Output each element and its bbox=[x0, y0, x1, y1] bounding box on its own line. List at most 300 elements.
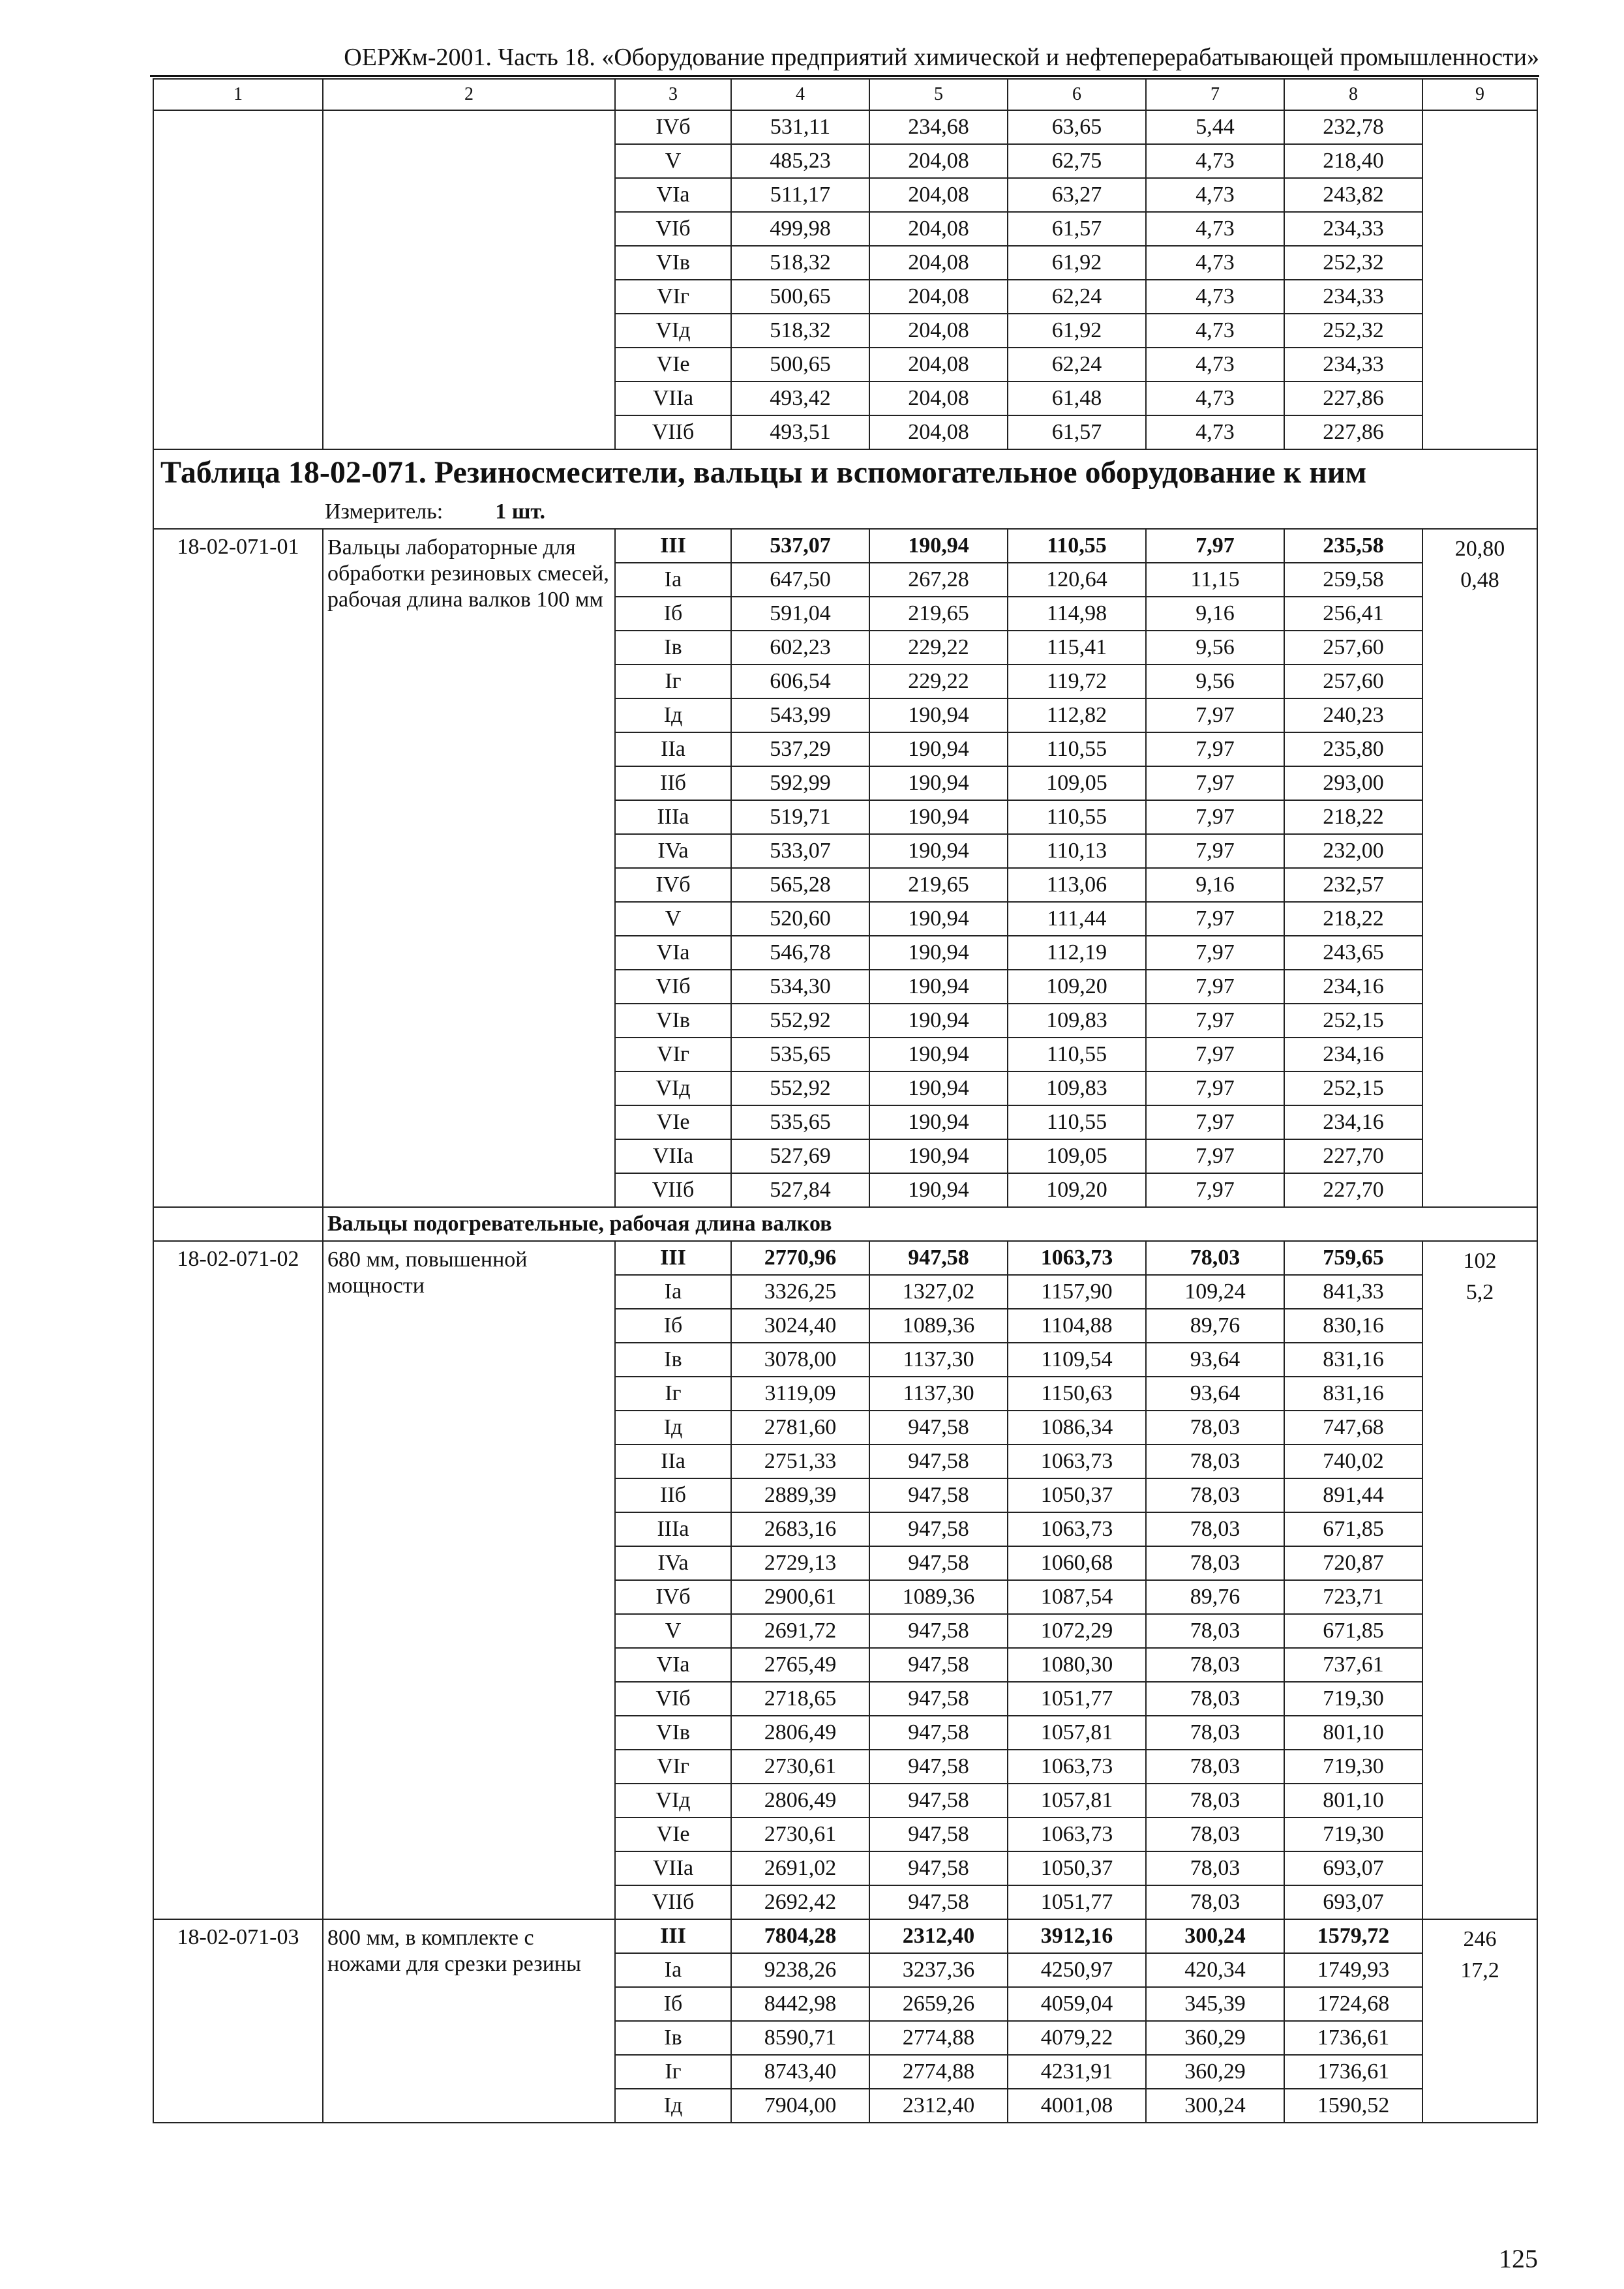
machines-cell: 111,44 bbox=[1008, 902, 1146, 936]
machine-wages-cell: 78,03 bbox=[1146, 1241, 1284, 1275]
total-cost-cell: 2730,61 bbox=[731, 1818, 869, 1851]
regime-cell: Iд bbox=[615, 2089, 731, 2123]
materials-cell: 723,71 bbox=[1284, 1580, 1422, 1614]
materials-cell: 801,10 bbox=[1284, 1784, 1422, 1818]
machine-wages-cell: 420,34 bbox=[1146, 1953, 1284, 1987]
regime-cell: VIв bbox=[615, 1004, 731, 1038]
machine-wages-cell: 93,64 bbox=[1146, 1343, 1284, 1377]
regime-cell: VIe bbox=[615, 348, 731, 382]
materials-cell: 234,33 bbox=[1284, 280, 1422, 314]
machine-wages-cell: 7,97 bbox=[1146, 1038, 1284, 1071]
regime-cell: VIд bbox=[615, 1784, 731, 1818]
wages-cell: 204,08 bbox=[869, 280, 1008, 314]
regime-cell: Ia bbox=[615, 563, 731, 597]
regime-cell: VIг bbox=[615, 1038, 731, 1071]
machine-wages-cell: 4,73 bbox=[1146, 280, 1284, 314]
materials-cell: 1736,61 bbox=[1284, 2021, 1422, 2055]
wages-cell: 234,68 bbox=[869, 110, 1008, 144]
wages-cell: 190,94 bbox=[869, 1071, 1008, 1105]
wages-cell: 947,58 bbox=[869, 1241, 1008, 1275]
machines-cell: 4059,04 bbox=[1008, 1987, 1146, 2021]
total-cost-cell: 500,65 bbox=[731, 348, 869, 382]
total-cost-cell: 647,50 bbox=[731, 563, 869, 597]
machine-wages-cell: 360,29 bbox=[1146, 2055, 1284, 2089]
machine-wages-cell: 7,97 bbox=[1146, 1004, 1284, 1038]
total-cost-cell: 2683,16 bbox=[731, 1512, 869, 1546]
machine-wages-cell: 4,73 bbox=[1146, 178, 1284, 212]
machine-wages-cell: 78,03 bbox=[1146, 1750, 1284, 1784]
total-cost-cell: 552,92 bbox=[731, 1071, 869, 1105]
wages-cell: 190,94 bbox=[869, 1004, 1008, 1038]
materials-cell: 252,32 bbox=[1284, 246, 1422, 280]
wages-cell: 229,22 bbox=[869, 665, 1008, 698]
regime-cell: Iд bbox=[615, 698, 731, 732]
wages-cell: 190,94 bbox=[869, 766, 1008, 800]
total-cost-cell: 546,78 bbox=[731, 936, 869, 970]
total-cost-cell: 511,17 bbox=[731, 178, 869, 212]
description-cell: Вальцы лабораторные для обработки резиновых смесей, рабочая длина валков 100 мм bbox=[323, 529, 615, 1207]
price-table bbox=[153, 78, 1538, 2123]
total-cost-cell: 565,28 bbox=[731, 868, 869, 902]
running-header bbox=[150, 38, 1539, 77]
total-cost-cell: 2691,72 bbox=[731, 1614, 869, 1648]
machine-wages-cell: 4,73 bbox=[1146, 348, 1284, 382]
machines-cell: 109,20 bbox=[1008, 970, 1146, 1004]
wages-cell: 947,58 bbox=[869, 1411, 1008, 1444]
total-cost-cell: 2692,42 bbox=[731, 1885, 869, 1919]
wages-cell: 1137,30 bbox=[869, 1343, 1008, 1377]
machine-wages-cell: 7,97 bbox=[1146, 1105, 1284, 1139]
machines-cell: 109,20 bbox=[1008, 1173, 1146, 1207]
wages-cell: 219,65 bbox=[869, 597, 1008, 631]
machines-cell: 4079,22 bbox=[1008, 2021, 1146, 2055]
machine-wages-cell: 4,73 bbox=[1146, 314, 1284, 348]
materials-cell: 671,85 bbox=[1284, 1512, 1422, 1546]
wages-cell: 190,94 bbox=[869, 902, 1008, 936]
total-cost-cell: 520,60 bbox=[731, 902, 869, 936]
machines-cell: 1057,81 bbox=[1008, 1784, 1146, 1818]
regime-cell: IIa bbox=[615, 1444, 731, 1478]
col9-cell bbox=[1422, 1241, 1537, 1919]
materials-cell: 740,02 bbox=[1284, 1444, 1422, 1478]
total-cost-cell: 493,42 bbox=[731, 382, 869, 415]
column-number: 8 bbox=[1284, 79, 1422, 110]
machine-wages-cell: 9,56 bbox=[1146, 665, 1284, 698]
materials-cell: 1590,52 bbox=[1284, 2089, 1422, 2123]
machine-wages-cell: 7,97 bbox=[1146, 936, 1284, 970]
wages-cell: 190,94 bbox=[869, 529, 1008, 563]
regime-cell: IVб bbox=[615, 110, 731, 144]
materials-cell: 830,16 bbox=[1284, 1309, 1422, 1343]
machine-wages-cell: 7,97 bbox=[1146, 1071, 1284, 1105]
materials-cell: 1724,68 bbox=[1284, 1987, 1422, 2021]
regime-cell: VIa bbox=[615, 1648, 731, 1682]
total-cost-cell: 591,04 bbox=[731, 597, 869, 631]
materials-cell: 759,65 bbox=[1284, 1241, 1422, 1275]
regime-cell: VIв bbox=[615, 1716, 731, 1750]
col9-cell bbox=[1422, 1919, 1537, 2123]
total-cost-cell: 2751,33 bbox=[731, 1444, 869, 1478]
materials-cell: 1736,61 bbox=[1284, 2055, 1422, 2089]
total-cost-cell: 2730,61 bbox=[731, 1750, 869, 1784]
total-cost-cell: 8442,98 bbox=[731, 1987, 869, 2021]
total-cost-cell: 2806,49 bbox=[731, 1716, 869, 1750]
machine-wages-cell: 78,03 bbox=[1146, 1512, 1284, 1546]
total-cost-cell: 518,32 bbox=[731, 246, 869, 280]
table-title-row bbox=[153, 449, 1537, 495]
regime-cell: V bbox=[615, 902, 731, 936]
regime-cell: VIг bbox=[615, 280, 731, 314]
wages-cell: 2312,40 bbox=[869, 2089, 1008, 2123]
materials-cell: 227,86 bbox=[1284, 415, 1422, 449]
group-heading-row bbox=[153, 1207, 1537, 1241]
regime-cell: Iг bbox=[615, 2055, 731, 2089]
regime-cell: VIд bbox=[615, 314, 731, 348]
table-row bbox=[153, 1241, 1537, 1275]
materials-cell: 243,65 bbox=[1284, 936, 1422, 970]
materials-cell: 831,16 bbox=[1284, 1343, 1422, 1377]
materials-cell: 252,15 bbox=[1284, 1004, 1422, 1038]
machines-cell: 1050,37 bbox=[1008, 1478, 1146, 1512]
meter-value: 1 шт. bbox=[495, 499, 546, 524]
group-spacer-cell bbox=[153, 1207, 323, 1241]
total-cost-cell: 535,65 bbox=[731, 1038, 869, 1071]
machines-cell: 112,19 bbox=[1008, 936, 1146, 970]
machines-cell: 1063,73 bbox=[1008, 1444, 1146, 1478]
wages-cell: 204,08 bbox=[869, 314, 1008, 348]
total-cost-cell: 602,23 bbox=[731, 631, 869, 665]
machine-wages-cell: 7,97 bbox=[1146, 1173, 1284, 1207]
machine-wages-cell: 7,97 bbox=[1146, 834, 1284, 868]
wages-cell: 204,08 bbox=[869, 246, 1008, 280]
wages-cell: 947,58 bbox=[869, 1851, 1008, 1885]
machines-cell: 110,55 bbox=[1008, 529, 1146, 563]
meter-row bbox=[153, 495, 1537, 529]
machines-cell: 110,55 bbox=[1008, 1105, 1146, 1139]
table-row bbox=[153, 1919, 1537, 1953]
machines-cell: 119,72 bbox=[1008, 665, 1146, 698]
machine-wages-cell: 9,56 bbox=[1146, 631, 1284, 665]
regime-cell: Iб bbox=[615, 1987, 731, 2021]
wages-cell: 204,08 bbox=[869, 348, 1008, 382]
materials-cell: 841,33 bbox=[1284, 1275, 1422, 1309]
table-row bbox=[153, 529, 1537, 563]
labor-machine-value: 5,2 bbox=[1466, 1280, 1494, 1304]
machines-cell: 63,27 bbox=[1008, 178, 1146, 212]
column-number: 1 bbox=[153, 79, 323, 110]
wages-cell: 190,94 bbox=[869, 834, 1008, 868]
total-cost-cell: 552,92 bbox=[731, 1004, 869, 1038]
machines-cell: 109,83 bbox=[1008, 1071, 1146, 1105]
regime-cell: VIIa bbox=[615, 1139, 731, 1173]
total-cost-cell: 537,29 bbox=[731, 732, 869, 766]
total-cost-cell: 8743,40 bbox=[731, 2055, 869, 2089]
materials-cell: 801,10 bbox=[1284, 1716, 1422, 1750]
machine-wages-cell: 11,15 bbox=[1146, 563, 1284, 597]
col9-cell bbox=[1422, 110, 1537, 449]
column-number: 5 bbox=[869, 79, 1008, 110]
column-number: 3 bbox=[615, 79, 731, 110]
machines-cell: 1109,54 bbox=[1008, 1343, 1146, 1377]
total-cost-cell: 7904,00 bbox=[731, 2089, 869, 2123]
wages-cell: 947,58 bbox=[869, 1512, 1008, 1546]
materials-cell: 218,22 bbox=[1284, 800, 1422, 834]
materials-cell: 1749,93 bbox=[1284, 1953, 1422, 1987]
total-cost-cell: 2770,96 bbox=[731, 1241, 869, 1275]
machines-cell: 120,64 bbox=[1008, 563, 1146, 597]
machines-cell: 1104,88 bbox=[1008, 1309, 1146, 1343]
wages-cell: 947,58 bbox=[869, 1478, 1008, 1512]
machines-cell: 1051,77 bbox=[1008, 1885, 1146, 1919]
materials-cell: 234,16 bbox=[1284, 970, 1422, 1004]
machine-wages-cell: 7,97 bbox=[1146, 800, 1284, 834]
column-number: 6 bbox=[1008, 79, 1146, 110]
regime-cell: Ia bbox=[615, 1275, 731, 1309]
machine-wages-cell: 9,16 bbox=[1146, 597, 1284, 631]
machines-cell: 1157,90 bbox=[1008, 1275, 1146, 1309]
regime-cell: VIIб bbox=[615, 1885, 731, 1919]
regime-cell: Iб bbox=[615, 597, 731, 631]
materials-cell: 232,57 bbox=[1284, 868, 1422, 902]
materials-cell: 232,00 bbox=[1284, 834, 1422, 868]
column-number: 9 bbox=[1422, 79, 1537, 110]
total-cost-cell: 2806,49 bbox=[731, 1784, 869, 1818]
total-cost-cell: 2718,65 bbox=[731, 1682, 869, 1716]
regime-cell: IVб bbox=[615, 868, 731, 902]
column-number: 4 bbox=[731, 79, 869, 110]
machine-wages-cell: 78,03 bbox=[1146, 1784, 1284, 1818]
code-cell: 18-02-071-01 bbox=[153, 529, 323, 1207]
machine-wages-cell: 7,97 bbox=[1146, 766, 1284, 800]
wages-cell: 1089,36 bbox=[869, 1309, 1008, 1343]
wages-cell: 190,94 bbox=[869, 698, 1008, 732]
machine-wages-cell: 4,73 bbox=[1146, 382, 1284, 415]
materials-cell: 235,58 bbox=[1284, 529, 1422, 563]
machines-cell: 61,57 bbox=[1008, 212, 1146, 246]
wages-cell: 947,58 bbox=[869, 1818, 1008, 1851]
materials-cell: 235,80 bbox=[1284, 732, 1422, 766]
wages-cell: 190,94 bbox=[869, 1105, 1008, 1139]
wages-cell: 204,08 bbox=[869, 415, 1008, 449]
wages-cell: 190,94 bbox=[869, 1139, 1008, 1173]
machine-wages-cell: 300,24 bbox=[1146, 1919, 1284, 1953]
machine-wages-cell: 109,24 bbox=[1146, 1275, 1284, 1309]
wages-cell: 190,94 bbox=[869, 936, 1008, 970]
total-cost-cell: 533,07 bbox=[731, 834, 869, 868]
materials-cell: 747,68 bbox=[1284, 1411, 1422, 1444]
total-cost-cell: 3024,40 bbox=[731, 1309, 869, 1343]
materials-cell: 737,61 bbox=[1284, 1648, 1422, 1682]
wages-cell: 1089,36 bbox=[869, 1580, 1008, 1614]
machine-wages-cell: 7,97 bbox=[1146, 1139, 1284, 1173]
materials-cell: 693,07 bbox=[1284, 1885, 1422, 1919]
regime-cell: IIб bbox=[615, 1478, 731, 1512]
regime-cell: V bbox=[615, 1614, 731, 1648]
machine-wages-cell: 78,03 bbox=[1146, 1851, 1284, 1885]
regime-cell: VIг bbox=[615, 1750, 731, 1784]
materials-cell: 891,44 bbox=[1284, 1478, 1422, 1512]
total-cost-cell: 2781,60 bbox=[731, 1411, 869, 1444]
wages-cell: 204,08 bbox=[869, 212, 1008, 246]
machine-wages-cell: 345,39 bbox=[1146, 1987, 1284, 2021]
machines-cell: 62,24 bbox=[1008, 280, 1146, 314]
wages-cell: 190,94 bbox=[869, 800, 1008, 834]
machines-cell: 1060,68 bbox=[1008, 1546, 1146, 1580]
materials-cell: 234,16 bbox=[1284, 1038, 1422, 1071]
machine-wages-cell: 93,64 bbox=[1146, 1377, 1284, 1411]
total-cost-cell: 3326,25 bbox=[731, 1275, 869, 1309]
materials-cell: 293,00 bbox=[1284, 766, 1422, 800]
table-body bbox=[153, 79, 1537, 2123]
wages-cell: 190,94 bbox=[869, 1038, 1008, 1071]
machine-wages-cell: 300,24 bbox=[1146, 2089, 1284, 2123]
materials-cell: 257,60 bbox=[1284, 631, 1422, 665]
wages-cell: 2312,40 bbox=[869, 1919, 1008, 1953]
machines-cell: 110,55 bbox=[1008, 732, 1146, 766]
total-cost-cell: 519,71 bbox=[731, 800, 869, 834]
group-heading: Вальцы подогревательные, рабочая длина валков bbox=[323, 1207, 1537, 1241]
wages-cell: 947,58 bbox=[869, 1682, 1008, 1716]
materials-cell: 720,87 bbox=[1284, 1546, 1422, 1580]
machines-cell: 1057,81 bbox=[1008, 1716, 1146, 1750]
machines-cell: 4231,91 bbox=[1008, 2055, 1146, 2089]
table-title: Таблица 18-02-071. Резиносмесители, вальцы и вспомогательное оборудование к ним bbox=[153, 449, 1537, 495]
wages-cell: 204,08 bbox=[869, 178, 1008, 212]
materials-cell: 719,30 bbox=[1284, 1750, 1422, 1784]
meter-label: Измеритель: bbox=[325, 499, 444, 524]
machine-wages-cell: 78,03 bbox=[1146, 1478, 1284, 1512]
machine-wages-cell: 4,73 bbox=[1146, 144, 1284, 178]
wages-cell: 947,58 bbox=[869, 1648, 1008, 1682]
total-cost-cell: 493,51 bbox=[731, 415, 869, 449]
machine-wages-cell: 4,73 bbox=[1146, 415, 1284, 449]
wages-cell: 190,94 bbox=[869, 970, 1008, 1004]
machine-wages-cell: 78,03 bbox=[1146, 1716, 1284, 1750]
machine-wages-cell: 9,16 bbox=[1146, 868, 1284, 902]
materials-cell: 232,78 bbox=[1284, 110, 1422, 144]
regime-cell: VIIa bbox=[615, 1851, 731, 1885]
total-cost-cell: 2691,02 bbox=[731, 1851, 869, 1885]
machines-cell: 61,92 bbox=[1008, 246, 1146, 280]
regime-cell: VIa bbox=[615, 178, 731, 212]
total-cost-cell: 8590,71 bbox=[731, 2021, 869, 2055]
col9-cell bbox=[1422, 529, 1537, 1207]
machines-cell: 1080,30 bbox=[1008, 1648, 1146, 1682]
wages-cell: 204,08 bbox=[869, 382, 1008, 415]
total-cost-cell: 537,07 bbox=[731, 529, 869, 563]
machines-cell: 3912,16 bbox=[1008, 1919, 1146, 1953]
machines-cell: 109,05 bbox=[1008, 1139, 1146, 1173]
regime-cell: IVб bbox=[615, 1580, 731, 1614]
machines-cell: 109,83 bbox=[1008, 1004, 1146, 1038]
machine-wages-cell: 7,97 bbox=[1146, 529, 1284, 563]
column-number-row bbox=[153, 79, 1537, 110]
machine-wages-cell: 78,03 bbox=[1146, 1885, 1284, 1919]
labor-machine-value: 17,2 bbox=[1460, 1958, 1499, 1982]
total-cost-cell: 527,84 bbox=[731, 1173, 869, 1207]
wages-cell: 229,22 bbox=[869, 631, 1008, 665]
wages-cell: 1327,02 bbox=[869, 1275, 1008, 1309]
machines-cell: 1063,73 bbox=[1008, 1512, 1146, 1546]
machine-wages-cell: 7,97 bbox=[1146, 970, 1284, 1004]
total-cost-cell: 3078,00 bbox=[731, 1343, 869, 1377]
regime-cell: V bbox=[615, 144, 731, 178]
wages-cell: 2774,88 bbox=[869, 2021, 1008, 2055]
wages-cell: 947,58 bbox=[869, 1750, 1008, 1784]
total-cost-cell: 3119,09 bbox=[731, 1377, 869, 1411]
wages-cell: 947,58 bbox=[869, 1614, 1008, 1648]
code-cell bbox=[153, 110, 323, 449]
machines-cell: 110,55 bbox=[1008, 1038, 1146, 1071]
machines-cell: 1051,77 bbox=[1008, 1682, 1146, 1716]
total-cost-cell: 535,65 bbox=[731, 1105, 869, 1139]
machines-cell: 114,98 bbox=[1008, 597, 1146, 631]
materials-cell: 256,41 bbox=[1284, 597, 1422, 631]
regime-cell: VIa bbox=[615, 936, 731, 970]
machine-wages-cell: 89,76 bbox=[1146, 1580, 1284, 1614]
wages-cell: 190,94 bbox=[869, 732, 1008, 766]
machine-wages-cell: 78,03 bbox=[1146, 1444, 1284, 1478]
wages-cell: 947,58 bbox=[869, 1784, 1008, 1818]
labor-cost-value: 102 bbox=[1463, 1249, 1497, 1273]
machine-wages-cell: 78,03 bbox=[1146, 1818, 1284, 1851]
machine-wages-cell: 5,44 bbox=[1146, 110, 1284, 144]
regime-cell: IIIa bbox=[615, 800, 731, 834]
wages-cell: 2659,26 bbox=[869, 1987, 1008, 2021]
wages-cell: 947,58 bbox=[869, 1546, 1008, 1580]
materials-cell: 240,23 bbox=[1284, 698, 1422, 732]
regime-cell: IVa bbox=[615, 834, 731, 868]
machines-cell: 1063,73 bbox=[1008, 1818, 1146, 1851]
description-cell: 800 мм, в комплекте с ножами для срезки резины bbox=[323, 1919, 615, 2123]
machines-cell: 63,65 bbox=[1008, 110, 1146, 144]
materials-cell: 243,82 bbox=[1284, 178, 1422, 212]
machines-cell: 113,06 bbox=[1008, 868, 1146, 902]
materials-cell: 234,33 bbox=[1284, 212, 1422, 246]
labor-cost-value: 246 bbox=[1463, 1927, 1497, 1951]
machines-cell: 110,13 bbox=[1008, 834, 1146, 868]
column-number: 7 bbox=[1146, 79, 1284, 110]
machines-cell: 1050,37 bbox=[1008, 1851, 1146, 1885]
machines-cell: 61,92 bbox=[1008, 314, 1146, 348]
wages-cell: 267,28 bbox=[869, 563, 1008, 597]
machine-wages-cell: 360,29 bbox=[1146, 2021, 1284, 2055]
materials-cell: 259,58 bbox=[1284, 563, 1422, 597]
materials-cell: 719,30 bbox=[1284, 1682, 1422, 1716]
machines-cell: 1086,34 bbox=[1008, 1411, 1146, 1444]
header-title: ОЕРЖм-2001. Часть 18. «Оборудование предприятий химической и нефтеперерабатывающей промышленности» bbox=[344, 44, 1539, 71]
wages-cell: 190,94 bbox=[869, 1173, 1008, 1207]
machine-wages-cell: 7,97 bbox=[1146, 902, 1284, 936]
labor-cost-value: 20,80 bbox=[1454, 537, 1505, 561]
machine-wages-cell: 78,03 bbox=[1146, 1546, 1284, 1580]
total-cost-cell: 606,54 bbox=[731, 665, 869, 698]
materials-cell: 1579,72 bbox=[1284, 1919, 1422, 1953]
regime-cell: III bbox=[615, 1241, 731, 1275]
total-cost-cell: 592,99 bbox=[731, 766, 869, 800]
machines-cell: 4001,08 bbox=[1008, 2089, 1146, 2123]
meter-cell bbox=[153, 495, 1537, 529]
total-cost-cell: 534,30 bbox=[731, 970, 869, 1004]
total-cost-cell: 9238,26 bbox=[731, 1953, 869, 1987]
regime-cell: VIe bbox=[615, 1105, 731, 1139]
total-cost-cell: 485,23 bbox=[731, 144, 869, 178]
description-cell: 680 мм, повышенной мощности bbox=[323, 1241, 615, 1919]
regime-cell: VIб bbox=[615, 1682, 731, 1716]
wages-cell: 947,58 bbox=[869, 1716, 1008, 1750]
wages-cell: 2774,88 bbox=[869, 2055, 1008, 2089]
total-cost-cell: 7804,28 bbox=[731, 1919, 869, 1953]
